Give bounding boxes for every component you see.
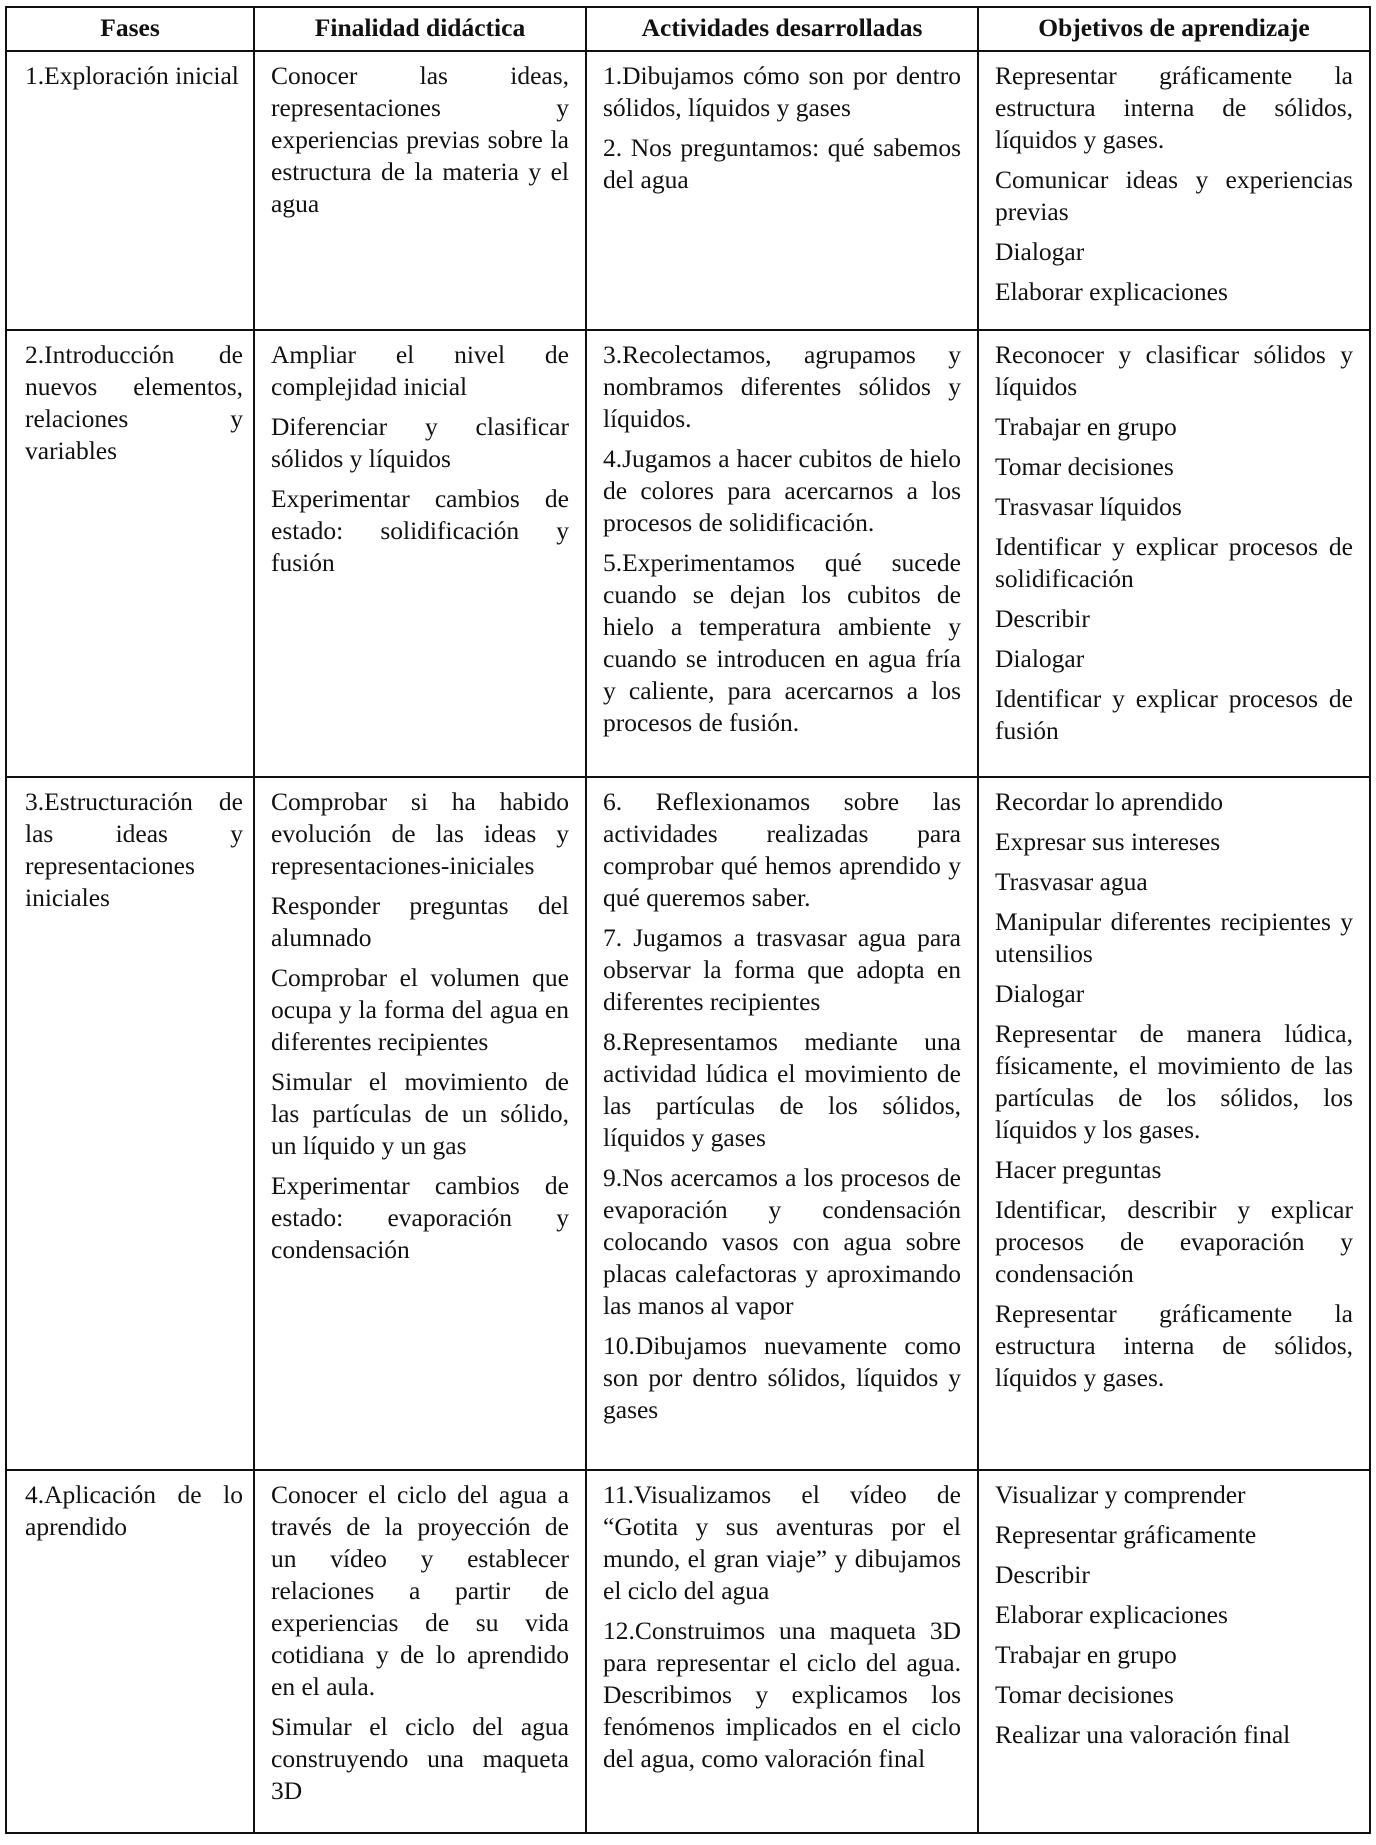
phases-table bbox=[5, 6, 1371, 1834]
objective-item: Dialogar bbox=[995, 237, 1085, 266]
purpose-item: Ampliar el nivel de complejidad inicial bbox=[271, 339, 569, 401]
phase-label: 3.Estructuración de las ideas y representaciones iniciales bbox=[25, 787, 243, 913]
objective-item: Recordar lo aprendido bbox=[995, 787, 1223, 817]
purpose-item: Responder preguntas del alumnado bbox=[271, 891, 569, 953]
objective-item: Realizar una valoración final bbox=[995, 1719, 1291, 1749]
purpose-item: Simular el movimiento de las partículas de un sólido, un líquido y un gas bbox=[271, 1067, 569, 1161]
activity-item: 8.Representamos mediante una actividad lúdica el movimiento de las partículas de los sólidos, líquidos y gases bbox=[603, 1027, 961, 1153]
activity-item: 11.Visualizamos el vídeo de “Gotita y sus aventuras por el mundo, el gran viaje” y dibujamos el ciclo del agua bbox=[603, 1479, 961, 1605]
purpose-cell bbox=[254, 777, 586, 1470]
header-row bbox=[6, 7, 1370, 51]
objective-item: Trabajar en grupo bbox=[995, 411, 1177, 441]
purpose-item: Experimentar cambios de estado: evaporación y condensación bbox=[271, 1171, 569, 1265]
objective-item: Elaborar explicaciones bbox=[995, 277, 1228, 306]
purpose-item: Comprobar el volumen que ocupa y la forma del agua en diferentes recipientes bbox=[271, 963, 569, 1057]
activity-item: 1.Dibujamos cómo son por dentro sólidos, líquidos y gases bbox=[603, 61, 961, 122]
objective-cell bbox=[978, 51, 1370, 330]
header-objetivos-de-aprendizaje: Objetivos de aprendizaje bbox=[978, 7, 1370, 51]
objective-item: Trasvasar líquidos bbox=[995, 491, 1182, 521]
purpose-item: Conocer el ciclo del agua a través de la proyección de un vídeo y establecer relaciones a partir de experiencias de su vida cotidiana y de lo aprendido en el aula. bbox=[271, 1479, 569, 1701]
activity-cell bbox=[586, 51, 978, 330]
table-body bbox=[6, 51, 1370, 1833]
phase-label: 4.Aplicación de lo aprendido bbox=[25, 1479, 243, 1541]
table-row bbox=[6, 330, 1370, 778]
phase-cell bbox=[6, 1470, 254, 1833]
objective-item: Dialogar bbox=[995, 979, 1085, 1009]
purpose-item: Diferenciar y clasificar sólidos y líquidos bbox=[271, 411, 569, 473]
objective-item: Manipular diferentes recipientes y utensilios bbox=[995, 907, 1353, 969]
activity-item: 2. Nos preguntamos: qué sabemos del agua bbox=[603, 133, 961, 194]
activity-item: 4.Jugamos a hacer cubitos de hielo de colores para acercarnos a los procesos de solidificación. bbox=[603, 443, 961, 537]
purpose-cell bbox=[254, 51, 586, 330]
objective-cell bbox=[978, 777, 1370, 1470]
activity-item: 6. Reflexionamos sobre las actividades realizadas para comprobar qué hemos aprendido y qué queremos saber. bbox=[603, 787, 961, 913]
objective-item: Comunicar ideas y experiencias previas bbox=[995, 165, 1353, 226]
objective-item: Identificar, describir y explicar procesos de evaporación y condensación bbox=[995, 1195, 1353, 1289]
objective-item: Trasvasar agua bbox=[995, 867, 1148, 897]
activity-item: 7. Jugamos a trasvasar agua para observar la forma que adopta en diferentes recipientes bbox=[603, 923, 961, 1017]
objective-cell bbox=[978, 1470, 1370, 1833]
objective-item: Identificar y explicar procesos de solidificación bbox=[995, 531, 1353, 593]
header-finalidad-didactica: Finalidad didáctica bbox=[254, 7, 586, 51]
activity-cell bbox=[586, 330, 978, 778]
activity-item: 12.Construimos una maqueta 3D para representar el ciclo del agua. Describimos y explicamos los fenómenos implicados en el ciclo del agua, como valoración final bbox=[603, 1615, 961, 1773]
objective-item: Hacer preguntas bbox=[995, 1155, 1162, 1185]
activity-item: 9.Nos acercamos a los procesos de evaporación y condensación colocando vasos con agua sobre placas calefactoras y aproximando las manos al vapor bbox=[603, 1163, 961, 1321]
table-header bbox=[6, 7, 1370, 51]
objective-item: Elaborar explicaciones bbox=[995, 1599, 1228, 1629]
purpose-item: Conocer las ideas, representaciones y experiencias previas sobre la estructura de la materia y el agua bbox=[271, 61, 569, 218]
purpose-item: Experimentar cambios de estado: solidificación y fusión bbox=[271, 483, 569, 577]
objective-item: Representar gráficamente bbox=[995, 1519, 1257, 1549]
phase-label: 2.Introducción de nuevos elementos, relaciones y variables bbox=[25, 339, 243, 465]
phase-label: 1.Exploración inicial bbox=[25, 61, 239, 90]
header-actividades-desarrolladas: Actividades desarrolladas bbox=[586, 7, 978, 51]
objective-item: Describir bbox=[995, 1559, 1090, 1589]
objective-item: Reconocer y clasificar sólidos y líquidos bbox=[995, 339, 1353, 401]
table-row bbox=[6, 1470, 1370, 1833]
objective-item: Expresar sus intereses bbox=[995, 827, 1221, 857]
activity-cell bbox=[586, 1470, 978, 1833]
activity-cell bbox=[586, 777, 978, 1470]
table-row bbox=[6, 777, 1370, 1470]
header-fases: Fases bbox=[6, 7, 254, 51]
objective-item: Representar gráficamente la estructura interna de sólidos, líquidos y gases. bbox=[995, 61, 1353, 154]
objective-item: Tomar decisiones bbox=[995, 451, 1174, 481]
objective-item: Identificar y explicar procesos de fusión bbox=[995, 683, 1353, 745]
purpose-cell bbox=[254, 330, 586, 778]
objective-item: Trabajar en grupo bbox=[995, 1639, 1177, 1669]
phase-cell bbox=[6, 777, 254, 1470]
objective-item: Visualizar y comprender bbox=[995, 1479, 1246, 1509]
activity-item: 3.Recolectamos, agrupamos y nombramos diferentes sólidos y líquidos. bbox=[603, 339, 961, 433]
objective-item: Dialogar bbox=[995, 643, 1085, 673]
activity-item: 10.Dibujamos nuevamente como son por dentro sólidos, líquidos y gases bbox=[603, 1331, 961, 1425]
objective-item: Representar de manera lúdica, físicamente, el movimiento de las partículas de los sólidos, los líquidos y los gases. bbox=[995, 1019, 1353, 1145]
phase-cell bbox=[6, 330, 254, 778]
objective-item: Tomar decisiones bbox=[995, 1679, 1174, 1709]
phase-cell bbox=[6, 51, 254, 330]
objective-cell bbox=[978, 330, 1370, 778]
objective-item: Describir bbox=[995, 603, 1090, 633]
purpose-item: Simular el ciclo del agua construyendo una maqueta 3D bbox=[271, 1711, 569, 1805]
purpose-cell bbox=[254, 1470, 586, 1833]
objective-item: Representar gráficamente la estructura interna de sólidos, líquidos y gases. bbox=[995, 1299, 1353, 1393]
table-row bbox=[6, 51, 1370, 330]
purpose-item: Comprobar si ha habido evolución de las ideas y representaciones-iniciales bbox=[271, 787, 569, 881]
activity-item: 5.Experimentamos qué sucede cuando se dejan los cubitos de hielo a temperatura ambiente y cuando se introducen en agua fría y caliente, para acercarnos a los procesos de fusión. bbox=[603, 547, 961, 737]
